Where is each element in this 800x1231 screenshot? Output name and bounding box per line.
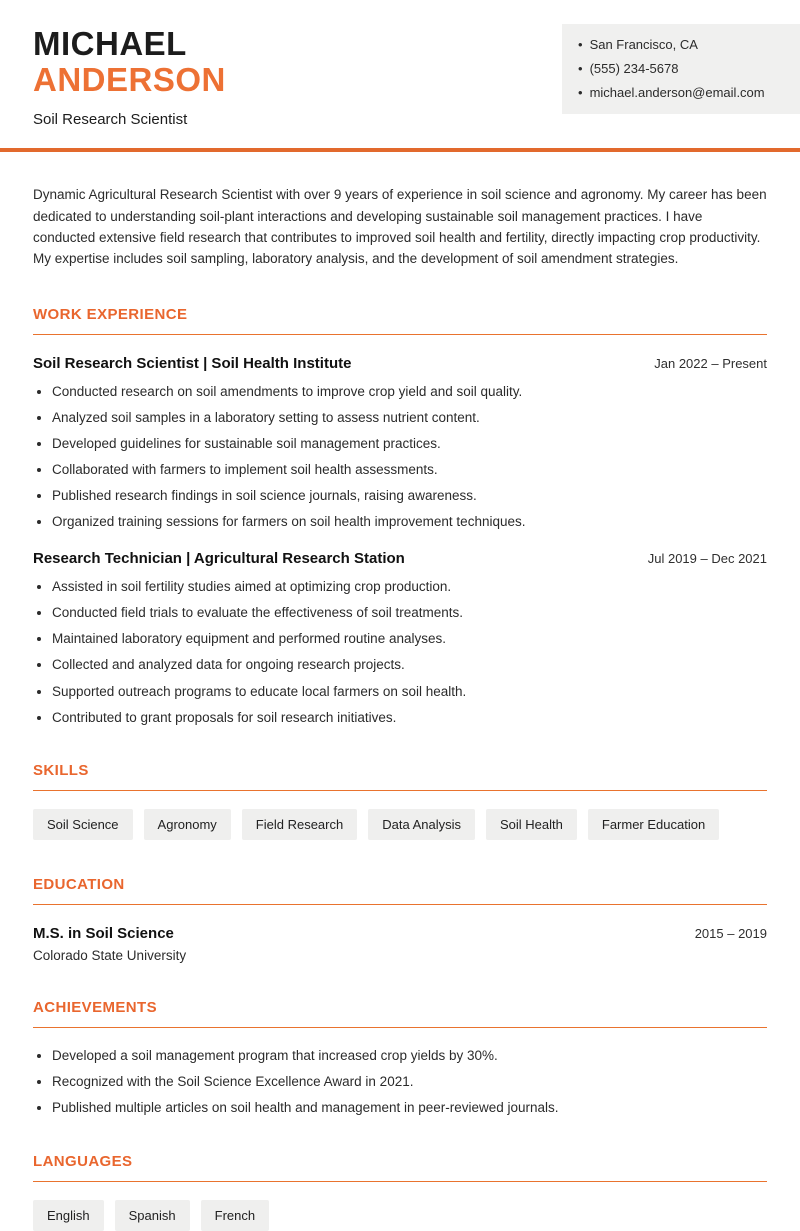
languages-heading: LANGUAGES	[33, 1153, 767, 1182]
job-dates: Jul 2019 – Dec 2021	[647, 551, 767, 567]
section-skills	[33, 762, 767, 840]
skill-chip: Data Analysis	[368, 809, 475, 840]
job-bullet: • Supported outreach programs to educate local farmers on soil health.	[52, 683, 767, 701]
job-header	[33, 550, 767, 567]
section-languages	[33, 1153, 767, 1231]
job-bullet: • Organized training sessions for farmers on soil health improvement techniques.	[52, 513, 767, 531]
languages-chip-row	[33, 1200, 767, 1231]
skill-chip: Field Research	[242, 809, 357, 840]
contact-phone-text: (555) 234-5678	[589, 61, 679, 76]
contact-card	[562, 24, 800, 114]
summary-text: Dynamic Agricultural Research Scientist with over 9 years of experience in soil science and agronomy. My career has been dedicated to understanding soil-plant interactions and developing sustainable soil management practices. I have conducted extensive field research that contributes to improved soil health and fertility, directly impacting crop productivity. My expertise includes soil sampling, laboratory analysis, and the development of soil amendment strategies.	[33, 187, 767, 267]
achievements-list	[33, 1047, 767, 1117]
skill-chip: Farmer Education	[588, 809, 719, 840]
education-heading: EDUCATION	[33, 876, 767, 905]
job-bullet: • Collaborated with farmers to implement soil health assessments.	[52, 461, 767, 479]
job-bullet-list	[33, 578, 767, 726]
job-bullet: • Collected and analyzed data for ongoing research projects.	[52, 656, 767, 674]
header-divider	[0, 148, 800, 152]
job-title: Soil Research Scientist | Soil Health Institute	[33, 354, 352, 372]
job-bullet: • Developed guidelines for sustainable soil management practices.	[52, 435, 767, 453]
contact-email-text: michael.anderson@email.com	[589, 85, 765, 100]
skill-chip: Agronomy	[144, 809, 231, 840]
achievements-heading: ACHIEVEMENTS	[33, 999, 767, 1028]
language-chip: French	[201, 1200, 269, 1231]
job-bullet: • Conducted field trials to evaluate the effectiveness of soil treatments.	[52, 604, 767, 622]
education-school: Colorado State University	[33, 948, 187, 964]
achievement-bullet: • Developed a soil management program that increased crop yields by 30%.	[52, 1047, 767, 1065]
language-chip: Spanish	[115, 1200, 190, 1231]
job-bullet: • Assisted in soil fertility studies aimed at optimizing crop production.	[52, 578, 767, 596]
education-degree: M.S. in Soil Science	[33, 925, 174, 943]
job-bullet: • Maintained laboratory equipment and performed routine analyses.	[52, 630, 767, 648]
job-header	[33, 355, 767, 372]
header	[0, 0, 800, 128]
job-bullet: • Conducted research on soil amendments to improve crop yield and soil quality.	[52, 383, 767, 401]
job-bullet: • Contributed to grant proposals for soil research initiatives.	[52, 709, 767, 727]
job-entry	[33, 550, 767, 726]
language-chip: English	[33, 1200, 104, 1231]
work-experience-heading: WORK EXPERIENCE	[33, 306, 767, 335]
job-bullet: • Published research findings in soil science journals, raising awareness.	[52, 487, 767, 505]
section-achievements	[33, 999, 767, 1117]
contact-phone	[578, 61, 784, 76]
last-name: ANDERSON	[33, 60, 226, 98]
contact-location	[578, 37, 784, 52]
skills-heading: SKILLS	[33, 762, 767, 791]
skill-chip: Soil Health	[486, 809, 577, 840]
achievement-bullet: • Published multiple articles on soil health and management in peer-reviewed journals.	[52, 1099, 767, 1117]
contact-list	[578, 37, 784, 100]
job-dates: Jan 2022 – Present	[654, 355, 767, 371]
education-dates: 2015 – 2019	[694, 926, 767, 942]
education-entry	[33, 925, 767, 942]
achievement-bullet: • Recognized with the Soil Science Excellence Award in 2021.	[52, 1073, 767, 1091]
section-work-experience	[33, 306, 767, 727]
contact-location-text: San Francisco, CA	[589, 37, 698, 52]
bullet-icon: •	[578, 61, 583, 76]
skill-chip: Soil Science	[33, 809, 133, 840]
job-entry	[33, 355, 767, 531]
job-bullet: • Analyzed soil samples in a laboratory setting to assess nutrient content.	[52, 409, 767, 427]
job-title: Research Technician | Agricultural Research Station	[33, 550, 405, 568]
contact-email	[578, 85, 784, 100]
skills-chip-row	[33, 809, 767, 840]
bullet-icon: •	[578, 37, 583, 52]
professional-title: Soil Research Scientist	[33, 111, 188, 129]
job-bullet-list	[33, 383, 767, 531]
section-education	[33, 876, 767, 963]
first-name: MICHAEL	[33, 25, 187, 62]
bullet-icon: •	[578, 85, 583, 100]
name-block	[33, 24, 226, 128]
